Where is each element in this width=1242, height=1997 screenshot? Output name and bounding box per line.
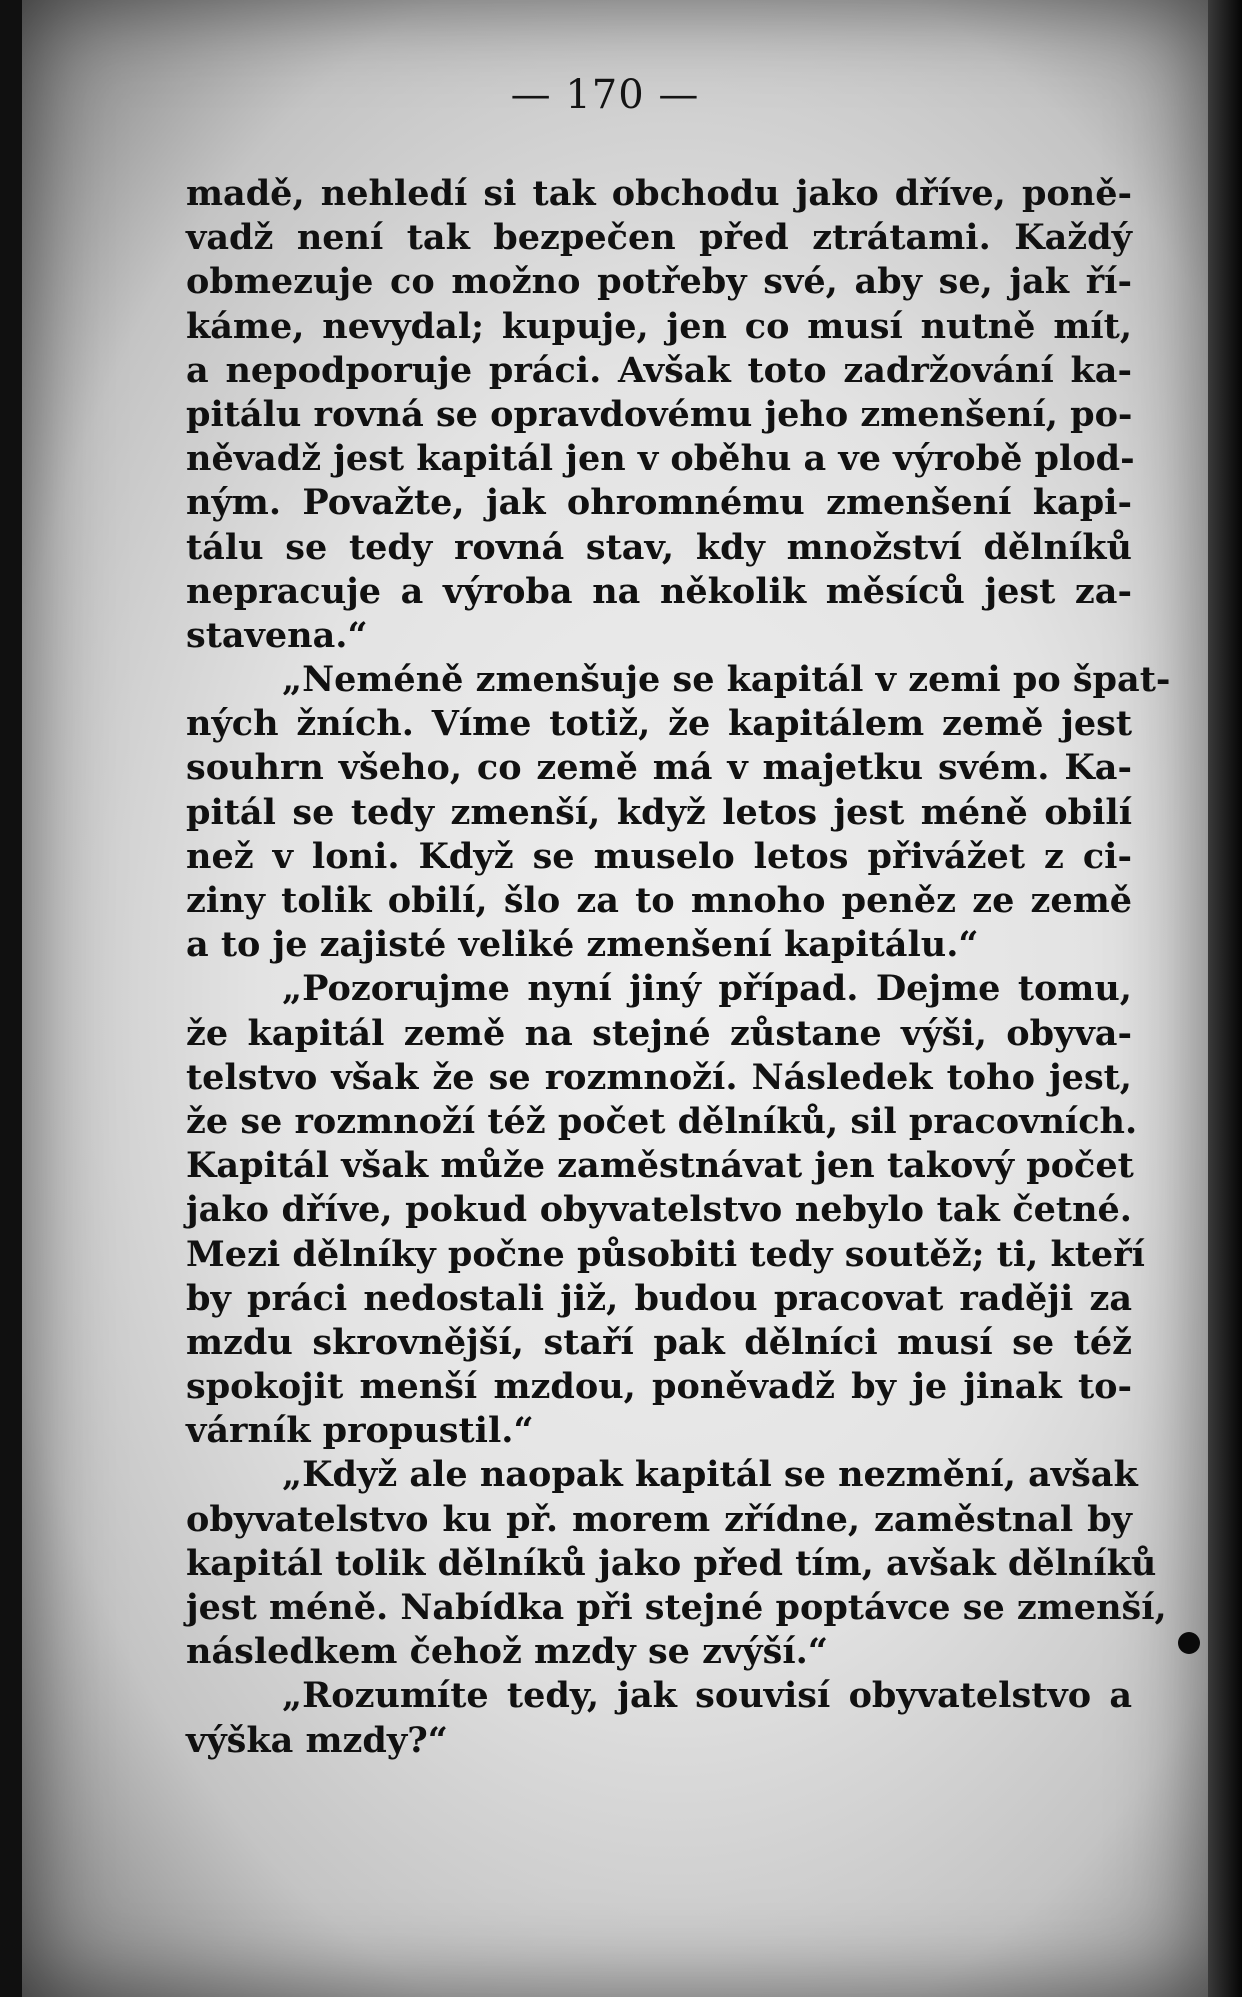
text-line: pitálu rovná se opravdovému jeho zmenšení, po- xyxy=(186,393,1133,435)
text-line: „Neméně zmenšuje se kapitál v zemi po špat- xyxy=(282,659,1171,701)
paragraph xyxy=(186,1453,1167,1674)
text-line: jako dříve, pokud obyvatelstvo nebylo tak četné. xyxy=(186,1189,1132,1231)
text-line: telstvo však že se rozmnoží. Následek toho jest, xyxy=(186,1056,1132,1098)
text-line: kapitál tolik dělníků jako před tím, avšak dělníků xyxy=(186,1542,1157,1584)
text-line: „Když ale naopak kapitál se nezmění, avšak xyxy=(282,1454,1138,1496)
text-line: následkem čehož mzdy se zvýší.“ xyxy=(186,1631,828,1673)
text-line: vadž není tak bezpečen před ztrátami. Každý xyxy=(186,217,1132,259)
text-line: tálu se tedy rovná stav, kdy množství dělníků xyxy=(186,526,1132,568)
text-line: stavena.“ xyxy=(186,614,368,656)
text-line: Mezi dělníky počne působiti tedy soutěž; ti, kteří xyxy=(186,1233,1145,1275)
text-line: něvadž jest kapitál jen v oběhu a ve výrobě plod- xyxy=(186,438,1135,480)
ink-spot xyxy=(1178,1632,1200,1654)
paragraph xyxy=(186,1674,1132,1762)
text-line: a nepodporuje práci. Avšak toto zadržování ka- xyxy=(186,349,1132,391)
text-line: že se rozmnoží též počet dělníků, sil pracovních. xyxy=(186,1100,1138,1142)
book-spine-shadow xyxy=(1208,0,1242,1997)
text-line: Kapitál však může zaměstnávat jen takový počet xyxy=(186,1145,1134,1187)
text-line: souhrn všeho, co země má v majetku svém. Ka- xyxy=(186,747,1132,789)
text-line: várník propustil.“ xyxy=(186,1410,534,1452)
text-line: madě, nehledí si tak obchodu jako dříve, poně- xyxy=(186,173,1132,214)
text-line: pitál se tedy zmenší, když letos jest méně obilí xyxy=(186,791,1132,833)
text-line: mzdu skrovnější, staří pak dělníci musí se též xyxy=(186,1321,1132,1363)
text-line: by práci nedostali již, budou pracovat raději za xyxy=(186,1277,1132,1319)
text-line: spokojit menší mzdou, poněvadž by je jinak to- xyxy=(186,1366,1132,1408)
text-line: obmezuje co možno potřeby své, aby se, jak ří- xyxy=(186,261,1132,303)
text-line: „Pozorujme nyní jiný případ. Dejme tomu, xyxy=(282,968,1132,1010)
text-line: výška mzdy?“ xyxy=(186,1719,448,1761)
text-line: ných žních. Víme totiž, že kapitálem země jest xyxy=(186,703,1132,745)
text-line: že kapitál země na stejné zůstane výši, obyva- xyxy=(186,1012,1132,1054)
text-line: ným. Považte, jak ohromnému zmenšení kapi- xyxy=(186,482,1132,524)
text-line: obyvatelstvo ku př. morem zřídne, zaměstnal by xyxy=(186,1498,1132,1540)
text-line: než v loni. Když se muselo letos přivážet z ci- xyxy=(186,835,1132,877)
paragraph xyxy=(186,172,1135,658)
text-line: a to je zajisté veliké zmenšení kapitálu.“ xyxy=(186,924,979,966)
body-text xyxy=(186,172,1171,1763)
text-line: nepracuje a výroba na několik měsíců jest za- xyxy=(186,570,1132,612)
paragraph xyxy=(186,658,1171,967)
paragraph xyxy=(186,967,1145,1453)
text-line: „Rozumíte tedy, jak souvisí obyvatelstvo a xyxy=(282,1675,1132,1717)
text-line: káme, nevydal; kupuje, jen co musí nutně mít, xyxy=(186,305,1132,347)
text-line: jest méně. Nabídka při stejné poptávce se zmenší, xyxy=(186,1587,1167,1628)
page-number: — 170 — xyxy=(510,72,700,118)
text-line: ziny tolik obilí, šlo za to mnoho peněz ze země xyxy=(186,880,1132,921)
